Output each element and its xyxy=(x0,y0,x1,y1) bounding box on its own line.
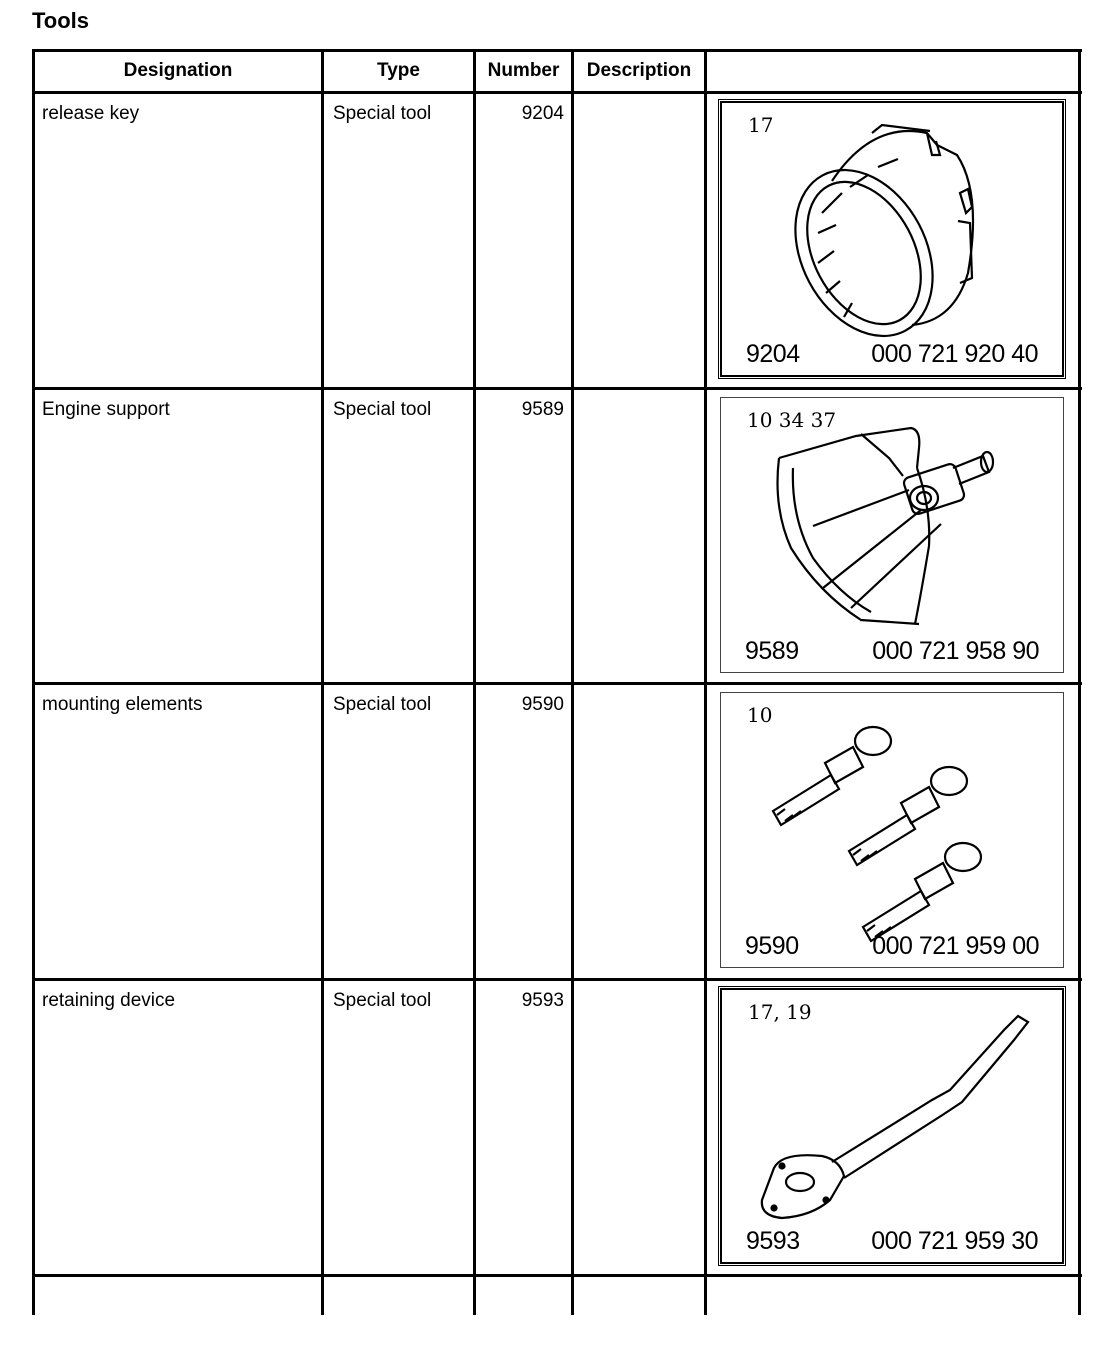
grid-line xyxy=(32,978,1082,981)
image-tool-no: 9204 xyxy=(746,340,800,368)
image-tool-no: 9593 xyxy=(746,1227,800,1255)
header-description: Description xyxy=(586,60,692,81)
grid-line xyxy=(32,91,1082,94)
cell-number: 9589 xyxy=(521,399,564,420)
image-refs: 17, 19 xyxy=(748,1000,812,1024)
image-tool-no: 9589 xyxy=(745,637,799,665)
cell-type: Special tool xyxy=(333,103,432,124)
grid-line xyxy=(32,387,1082,390)
cell-designation: retaining device xyxy=(42,990,176,1011)
image-refs: 10 34 37 xyxy=(747,408,837,432)
engine-support-icon xyxy=(721,398,1065,674)
grid-line xyxy=(32,49,1082,52)
image-part-no: 000 721 958 90 xyxy=(872,637,1039,665)
image-part-no: 000 721 959 00 xyxy=(872,932,1039,960)
tool-picture xyxy=(720,397,1064,673)
image-part-no: 000 721 920 40 xyxy=(871,340,1038,368)
tool-picture xyxy=(720,101,1064,377)
release-key-icon xyxy=(722,103,1066,379)
grid-line xyxy=(32,682,1082,685)
mounting-bolts-icon xyxy=(721,693,1065,969)
grid-line xyxy=(32,1274,1082,1277)
page-title: Tools xyxy=(32,8,90,33)
header-designation: Designation xyxy=(123,60,233,81)
cell-type: Special tool xyxy=(333,694,432,715)
cell-number: 9593 xyxy=(521,990,564,1011)
cell-number: 9204 xyxy=(521,103,564,124)
cell-number: 9590 xyxy=(521,694,564,715)
retaining-wrench-icon xyxy=(722,990,1066,1266)
cell-type: Special tool xyxy=(333,399,432,420)
cell-designation: Engine support xyxy=(42,399,170,420)
cell-designation: release key xyxy=(42,103,140,124)
image-tool-no: 9590 xyxy=(745,932,799,960)
cell-type: Special tool xyxy=(333,990,432,1011)
image-refs: 17 xyxy=(748,113,774,137)
image-refs: 10 xyxy=(747,703,773,727)
image-part-no: 000 721 959 30 xyxy=(871,1227,1038,1255)
tool-picture xyxy=(720,692,1064,968)
tool-picture xyxy=(720,988,1064,1264)
cell-designation: mounting elements xyxy=(42,694,203,715)
header-type: Type xyxy=(377,60,420,81)
header-number: Number xyxy=(487,60,560,81)
